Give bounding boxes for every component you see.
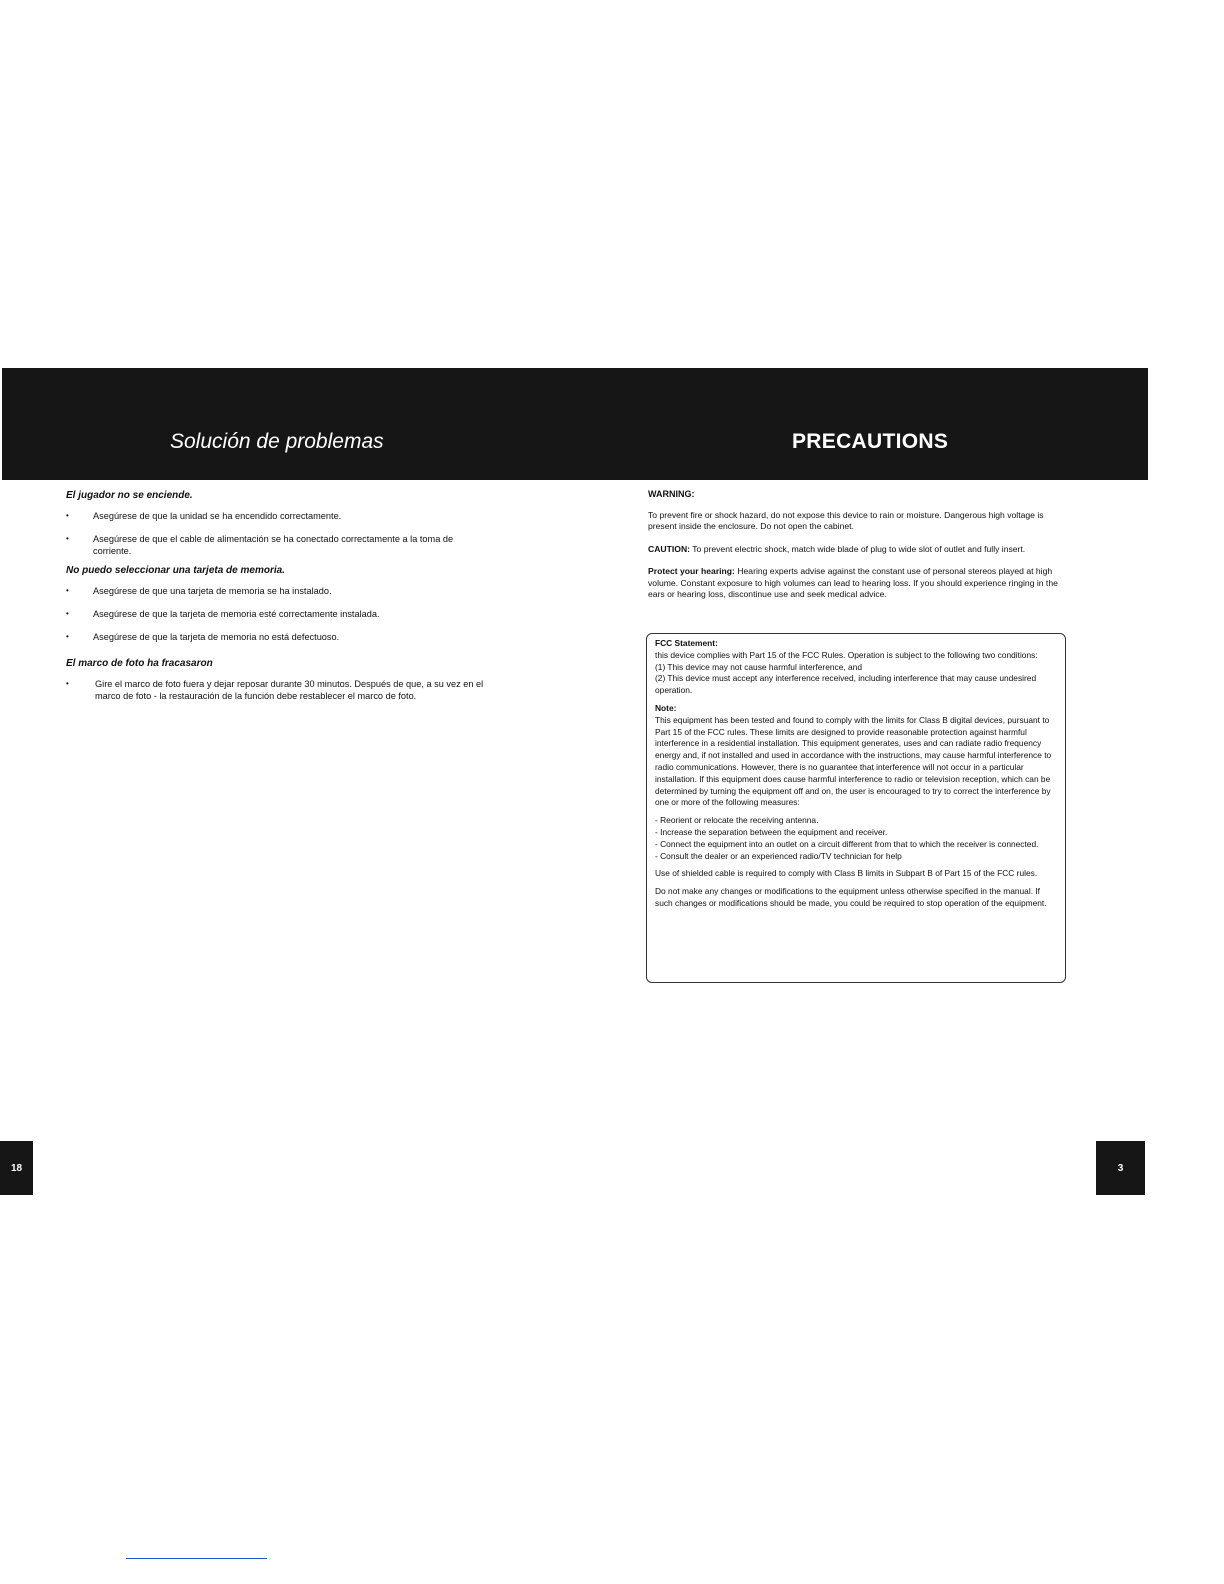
- bullet-list: [66, 585, 486, 643]
- fcc-statement-intro: this device complies with Part 15 of the FCC Rules. Operation is subject to the following two conditions:: [655, 649, 1038, 660]
- list-item: • Asegúrese de que el cable de alimentación se ha conectado correctamente a la toma de corriente.: [66, 533, 486, 557]
- list-item: • Asegúrese de que la tarjeta de memoria no está defectuoso.: [66, 631, 486, 643]
- fcc-statement: [655, 638, 1053, 697]
- troubleshooting-section-memory-card: [66, 564, 486, 643]
- bullet-list: [66, 510, 486, 557]
- fcc-measure: - Increase the separation between the equipment and receiver.: [655, 826, 888, 837]
- fcc-measure: - Consult the dealer or an experienced radio/TV technician for help: [655, 850, 902, 861]
- bullet-list: [66, 678, 486, 702]
- fcc-condition: (2) This device must accept any interference received, including interference that may cause undesired operation.: [655, 673, 1037, 696]
- header-bar: [2, 368, 1148, 480]
- fcc-condition: (1) This device may not cause harmful interference, and: [655, 661, 862, 672]
- fcc-statement-box: [646, 633, 1066, 983]
- hearing-paragraph: [648, 566, 1068, 601]
- caution-paragraph: [648, 544, 1068, 556]
- fcc-note-title: Note:: [655, 702, 677, 713]
- warning-text: To prevent fire or shock hazard, do not expose this device to rain or moisture. Dangerous high voltage is present inside the enclosure. Do not open the cabinet.: [648, 509, 1044, 531]
- fcc-shielded-cable: Use of shielded cable is required to comply with Class B limits in Subpart B of Part 15 of the FCC rules.: [655, 868, 1038, 879]
- warning-label: WARNING:: [648, 489, 695, 499]
- hearing-label: Protect your hearing:: [648, 566, 735, 576]
- page-number-left: 18: [0, 1141, 33, 1195]
- caution-text: To prevent electric shock, match wide blade of plug to wide slot of outlet and fully insert.: [692, 543, 1026, 554]
- section-title: El jugador no se enciende.: [66, 490, 193, 501]
- fcc-note-text: This equipment has been tested and found to comply with the limits for Class B digital devices, pursuant to Part 15 of the FCC rules. These limits are designed to provide reasonable protection against harmful interference in a residential installation. This equipment generates, uses and can radiate radio frequency energy and, if not installed and used in accordance with the instructions, may cause harmful interference to radio communications. However, there is no guarantee that interference will not occur in a particular installation. If this equipment does cause harmful interference to radio or television reception, which can be determined by turning the equipment off and on, the user is encouraged to try to correct the interference by one or more of the following measures:: [655, 714, 1052, 808]
- right-page-title: PRECAUTIONS: [792, 430, 949, 453]
- fcc-measures: [655, 815, 1053, 862]
- section-title: El marco de foto ha fracasaron: [66, 658, 213, 669]
- left-page-title: Solución de problemas: [170, 430, 384, 453]
- precautions-column: [648, 489, 1068, 612]
- troubleshooting-section-photo-frame: [66, 657, 486, 702]
- page-number-right: 3: [1096, 1141, 1145, 1195]
- fcc-statement-title: FCC Statement:: [655, 638, 718, 648]
- section-title: No puedo seleccionar una tarjeta de memoria.: [66, 565, 285, 576]
- fcc-note: [655, 703, 1053, 809]
- footer-rule: [126, 1558, 267, 1559]
- fcc-measure: - Connect the equipment into an outlet on a circuit different from that to which the receiver is connected.: [655, 838, 1039, 849]
- list-item: • Gire el marco de foto fuera y dejar reposar durante 30 minutos. Después de que, a su vez en el marco de foto - la restauración de la función debe restablecer el marco de foto.: [66, 678, 486, 702]
- list-item: • Asegúrese de que la unidad se ha encendido correctamente.: [66, 510, 486, 522]
- list-item: • Asegúrese de que la tarjeta de memoria esté correctamente instalada.: [66, 608, 486, 620]
- troubleshooting-section-power: [66, 489, 486, 557]
- list-item: • Asegúrese de que una tarjeta de memoria se ha instalado.: [66, 585, 486, 597]
- fcc-measure: - Reorient or relocate the receiving antenna.: [655, 815, 819, 826]
- troubleshooting-column: [66, 489, 486, 713]
- fcc-changes: Do not make any changes or modifications to the equipment unless otherwise specified in the manual. If such changes or modifications should be made, you could be required to stop operation of the equipment.: [655, 886, 1047, 908]
- hearing-text: Hearing experts advise against the constant use of personal stereos played at high volume. Constant exposure to high volumes can lead to hearing loss. If you should experience ringing in the ears or hearing loss, discontinue use and seek medical advice.: [648, 566, 1058, 599]
- caution-label: CAUTION:: [648, 543, 691, 554]
